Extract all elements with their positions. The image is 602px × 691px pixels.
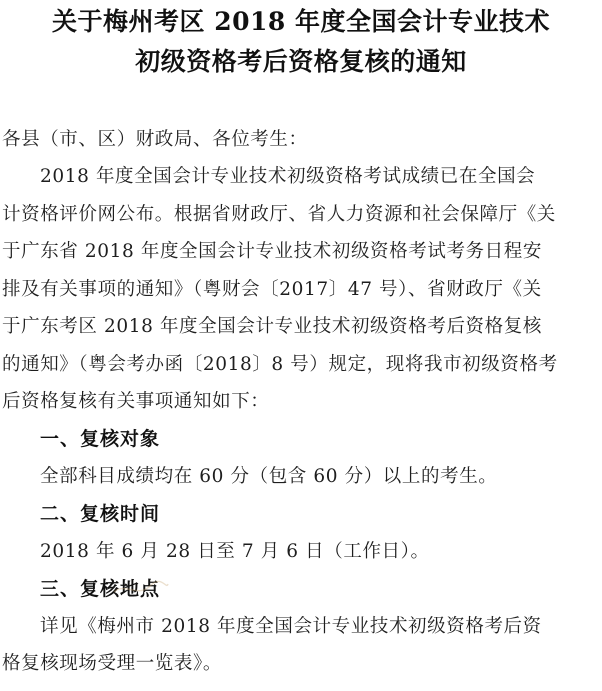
intro-line-6: 的通知》（粤会考办函〔2018〕8 号）规定，现将我市初级资格考 <box>2 354 558 375</box>
intro-line-5: 于广东考区 2018 年度全国会计专业技术初级资格考后资格复核 <box>2 316 542 337</box>
salutation: 各县（市、区）财政局、各位考生： <box>2 129 308 150</box>
section-1-heading: 一、复核对象 <box>40 428 161 450</box>
intro-line-3: 于广东省 2018 年度全国会计专业技术初级资格考试考务日程安 <box>2 241 542 262</box>
section-3-heading: 三、复核地点 <box>40 578 161 600</box>
section-3-text-2: 格复核现场受理一览表》。 <box>2 653 222 674</box>
section-2-heading: 二、复核时间 <box>40 503 161 525</box>
section-1-text: 全部科目成绩均在 60 分（包含 60 分）以上的考生。 <box>40 466 498 487</box>
document-title-line-2: 初级资格考后资格复核的通知 <box>135 47 467 76</box>
intro-line-7: 后资格复核有关事项通知如下： <box>2 391 270 412</box>
document-title-line-1: 关于梅州考区 2018 年度全国会计专业技术 <box>52 7 550 36</box>
faint-watermark-mark <box>110 578 170 600</box>
intro-line-4: 排及有关事项的通知》（粤财会〔2017〕47 号）、省财政厅《关 <box>2 279 542 300</box>
section-3-text-1: 详见《梅州市 2018 年度全国会计专业技术初级资格考后资 <box>40 616 542 637</box>
intro-line-2: 计资格评价网公布。根据省财政厅、省人力资源和社会保障厅《关 <box>2 204 556 225</box>
intro-line-1: 2018 年度全国会计专业技术初级资格考试成绩已在全国会 <box>40 166 536 187</box>
section-2-text: 2018 年 6 月 28 日至 7 月 6 日（工作日）。 <box>40 541 430 562</box>
